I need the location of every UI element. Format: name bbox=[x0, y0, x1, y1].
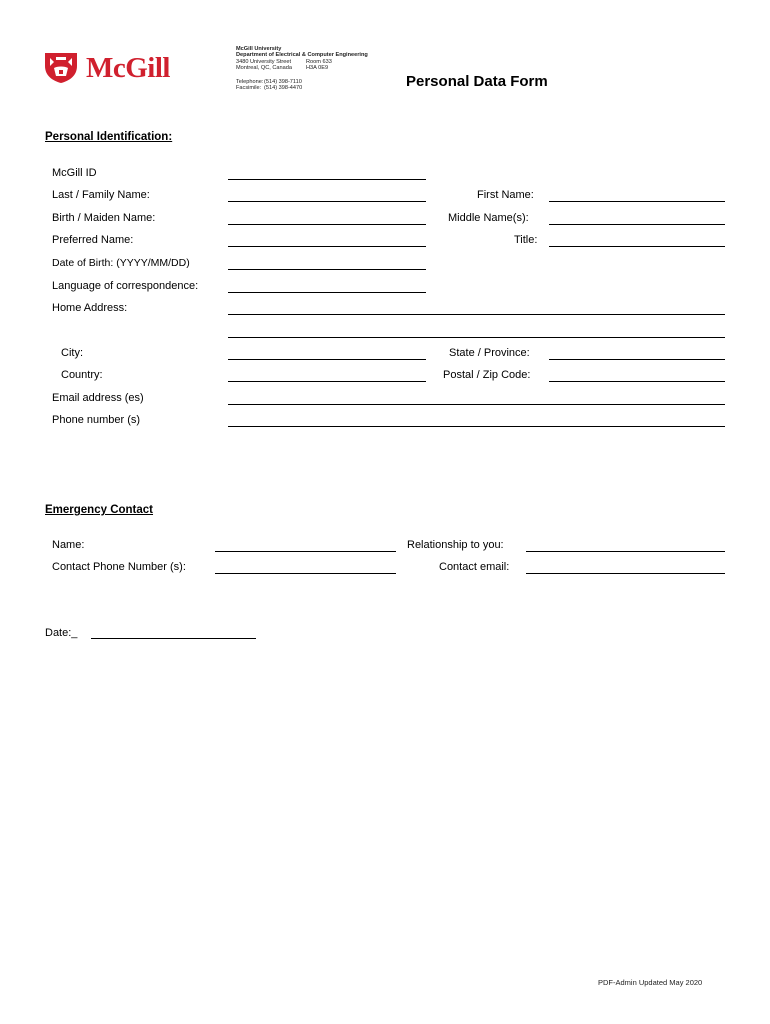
mcgill-shield-logo bbox=[44, 52, 78, 84]
city-address: Montreal, QC, Canada bbox=[236, 65, 292, 72]
date-label: Date:_ bbox=[45, 627, 78, 639]
room-number: Room 633 bbox=[306, 58, 332, 65]
emergency-name-field[interactable] bbox=[215, 551, 396, 552]
date-field[interactable] bbox=[91, 638, 256, 639]
last-name-field[interactable] bbox=[228, 201, 426, 202]
emergency-email-field[interactable] bbox=[526, 573, 725, 574]
last-name-label: Last / Family Name: bbox=[52, 189, 150, 201]
telephone-label: Telephone: bbox=[236, 78, 264, 85]
email-field[interactable] bbox=[228, 404, 725, 405]
first-name-label: First Name: bbox=[477, 189, 534, 201]
country-label: Country: bbox=[61, 369, 103, 381]
mcgill-id-field[interactable] bbox=[228, 179, 426, 180]
phone-label: Phone number (s) bbox=[52, 414, 141, 426]
personal-section-heading: Personal Identification: bbox=[45, 131, 173, 143]
language-label: Language of correspondence: bbox=[52, 280, 199, 292]
email-label: Email address (es) bbox=[52, 392, 144, 404]
postal-code-label: Postal / Zip Code: bbox=[443, 369, 531, 381]
preferred-name-field[interactable] bbox=[228, 246, 426, 247]
dob-label: Date of Birth: (YYYY/MM/DD) bbox=[52, 257, 190, 269]
state-field[interactable] bbox=[549, 359, 725, 360]
mcgill-id-label: McGill ID bbox=[52, 167, 97, 179]
title-field[interactable] bbox=[549, 246, 725, 247]
preferred-name-label: Preferred Name: bbox=[52, 234, 134, 246]
city-field[interactable] bbox=[228, 359, 426, 360]
emergency-name-label: Name: bbox=[52, 539, 85, 551]
emergency-section-heading: Emergency Contact bbox=[45, 504, 154, 516]
home-address-field-2[interactable] bbox=[228, 337, 725, 338]
postal-code: H3A 0E9 bbox=[306, 65, 329, 72]
birth-name-label: Birth / Maiden Name: bbox=[52, 212, 156, 224]
facsimile-label: Facsimile: bbox=[236, 85, 262, 92]
first-name-field[interactable] bbox=[549, 201, 725, 202]
footer-note: PDF-Admin Updated May 2020 bbox=[598, 978, 703, 987]
birth-name-field[interactable] bbox=[228, 224, 426, 225]
relationship-label: Relationship to you: bbox=[407, 539, 504, 551]
dob-field[interactable] bbox=[228, 269, 426, 270]
telephone-number: (514) 398-7110 bbox=[264, 78, 302, 85]
middle-name-field[interactable] bbox=[549, 224, 725, 225]
middle-name-label: Middle Name(s): bbox=[448, 212, 529, 224]
street-address: 3480 University Street bbox=[236, 58, 292, 65]
form-title: Personal Data Form bbox=[406, 73, 548, 90]
brand-wordmark: McGill bbox=[86, 52, 170, 84]
department-name: Department of Electrical & Computer Engineering bbox=[236, 52, 368, 59]
home-address-field-1[interactable] bbox=[228, 314, 725, 315]
phone-field[interactable] bbox=[228, 426, 725, 427]
home-address-label: Home Address: bbox=[52, 302, 128, 314]
state-label: State / Province: bbox=[449, 347, 530, 359]
title-label: Title: bbox=[514, 234, 538, 246]
relationship-field[interactable] bbox=[526, 551, 725, 552]
language-field[interactable] bbox=[228, 292, 426, 293]
university-name: McGill University bbox=[236, 46, 282, 52]
country-field[interactable] bbox=[228, 381, 426, 382]
emergency-phone-label: Contact Phone Number (s): bbox=[52, 561, 186, 573]
postal-code-field[interactable] bbox=[549, 381, 725, 382]
emergency-phone-field[interactable] bbox=[215, 573, 396, 574]
letterhead-address bbox=[236, 46, 396, 91]
emergency-email-label: Contact email: bbox=[439, 561, 510, 573]
city-label: City: bbox=[61, 347, 83, 359]
facsimile-number: (514) 398-4470 bbox=[264, 85, 303, 92]
